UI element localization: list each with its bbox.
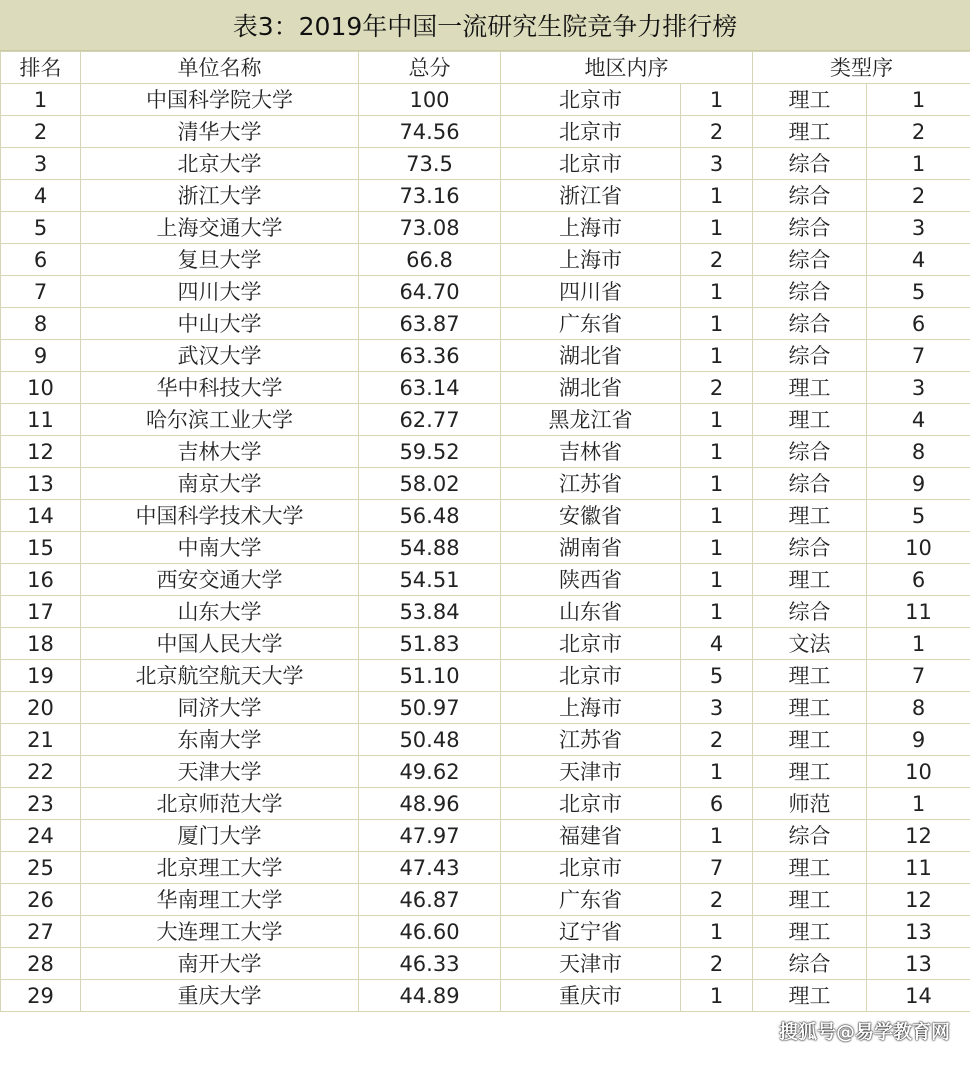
cell-region: 山东省 — [501, 596, 681, 628]
cell-total-score: 51.10 — [359, 660, 501, 692]
cell-total-score: 62.77 — [359, 404, 501, 436]
cell-type: 理工 — [753, 756, 867, 788]
table-row — [1, 244, 970, 276]
cell-total-score: 50.48 — [359, 724, 501, 756]
cell-region: 天津市 — [501, 948, 681, 980]
cell-region: 天津市 — [501, 756, 681, 788]
cell-university-name: 中国科学技术大学 — [81, 500, 359, 532]
cell-type-rank: 9 — [867, 468, 970, 500]
cell-region: 陕西省 — [501, 564, 681, 596]
header-type-rank: 类型序 — [753, 52, 970, 84]
cell-university-name: 西安交通大学 — [81, 564, 359, 596]
cell-university-name: 大连理工大学 — [81, 916, 359, 948]
cell-total-score: 73.16 — [359, 180, 501, 212]
cell-rank: 8 — [1, 308, 81, 340]
cell-type: 理工 — [753, 916, 867, 948]
watermark: 搜狐号@易学教育网 — [778, 1021, 950, 1043]
cell-type-rank: 7 — [867, 660, 970, 692]
cell-type: 综合 — [753, 436, 867, 468]
cell-region-rank: 1 — [681, 340, 753, 372]
cell-university-name: 浙江大学 — [81, 180, 359, 212]
cell-region: 上海市 — [501, 212, 681, 244]
cell-region-rank: 1 — [681, 756, 753, 788]
cell-rank: 19 — [1, 660, 81, 692]
cell-university-name: 厦门大学 — [81, 820, 359, 852]
cell-region-rank: 7 — [681, 852, 753, 884]
table-row — [1, 372, 970, 404]
cell-total-score: 100 — [359, 84, 501, 116]
cell-total-score: 44.89 — [359, 980, 501, 1012]
cell-total-score: 46.87 — [359, 884, 501, 916]
cell-region: 北京市 — [501, 628, 681, 660]
cell-type: 综合 — [753, 532, 867, 564]
cell-type-rank: 6 — [867, 308, 970, 340]
cell-region: 福建省 — [501, 820, 681, 852]
table-row — [1, 692, 970, 724]
cell-type: 综合 — [753, 148, 867, 180]
cell-total-score: 59.52 — [359, 436, 501, 468]
cell-type-rank: 3 — [867, 212, 970, 244]
cell-region-rank: 1 — [681, 916, 753, 948]
cell-total-score: 51.83 — [359, 628, 501, 660]
cell-university-name: 华中科技大学 — [81, 372, 359, 404]
cell-type-rank: 11 — [867, 596, 970, 628]
cell-region-rank: 1 — [681, 980, 753, 1012]
header-score: 总分 — [359, 52, 501, 84]
cell-rank: 18 — [1, 628, 81, 660]
cell-total-score: 63.36 — [359, 340, 501, 372]
cell-type-rank: 1 — [867, 148, 970, 180]
table-row — [1, 468, 970, 500]
cell-type-rank: 10 — [867, 532, 970, 564]
cell-rank: 14 — [1, 500, 81, 532]
table-row — [1, 276, 970, 308]
cell-region: 安徽省 — [501, 500, 681, 532]
cell-rank: 10 — [1, 372, 81, 404]
cell-total-score: 58.02 — [359, 468, 501, 500]
table-row — [1, 116, 970, 148]
cell-total-score: 47.43 — [359, 852, 501, 884]
cell-type: 综合 — [753, 820, 867, 852]
cell-type-rank: 1 — [867, 628, 970, 660]
cell-total-score: 63.87 — [359, 308, 501, 340]
cell-rank: 15 — [1, 532, 81, 564]
cell-type: 理工 — [753, 724, 867, 756]
cell-rank: 13 — [1, 468, 81, 500]
cell-region-rank: 6 — [681, 788, 753, 820]
cell-type-rank: 8 — [867, 436, 970, 468]
table-row — [1, 180, 970, 212]
cell-total-score: 73.5 — [359, 148, 501, 180]
cell-rank: 6 — [1, 244, 81, 276]
cell-region: 湖南省 — [501, 532, 681, 564]
cell-type: 综合 — [753, 948, 867, 980]
cell-type: 综合 — [753, 212, 867, 244]
table-row — [1, 436, 970, 468]
table-row — [1, 148, 970, 180]
table-row — [1, 660, 970, 692]
cell-region: 北京市 — [501, 852, 681, 884]
cell-rank: 25 — [1, 852, 81, 884]
cell-region-rank: 1 — [681, 468, 753, 500]
cell-university-name: 同济大学 — [81, 692, 359, 724]
cell-university-name: 哈尔滨工业大学 — [81, 404, 359, 436]
cell-total-score: 63.14 — [359, 372, 501, 404]
cell-region-rank: 3 — [681, 148, 753, 180]
cell-region-rank: 2 — [681, 372, 753, 404]
cell-total-score: 74.56 — [359, 116, 501, 148]
cell-rank: 21 — [1, 724, 81, 756]
cell-total-score: 48.96 — [359, 788, 501, 820]
cell-rank: 26 — [1, 884, 81, 916]
cell-rank: 1 — [1, 84, 81, 116]
cell-region-rank: 1 — [681, 596, 753, 628]
cell-region-rank: 4 — [681, 628, 753, 660]
cell-total-score: 53.84 — [359, 596, 501, 628]
cell-university-name: 山东大学 — [81, 596, 359, 628]
cell-university-name: 重庆大学 — [81, 980, 359, 1012]
table-row — [1, 84, 970, 116]
cell-type-rank: 14 — [867, 980, 970, 1012]
cell-region-rank: 2 — [681, 948, 753, 980]
table-row — [1, 212, 970, 244]
cell-type-rank: 8 — [867, 692, 970, 724]
cell-type-rank: 12 — [867, 884, 970, 916]
cell-region: 上海市 — [501, 692, 681, 724]
cell-university-name: 复旦大学 — [81, 244, 359, 276]
table-row — [1, 884, 970, 916]
cell-type: 理工 — [753, 980, 867, 1012]
cell-region-rank: 1 — [681, 276, 753, 308]
cell-total-score: 47.97 — [359, 820, 501, 852]
cell-region-rank: 1 — [681, 212, 753, 244]
cell-total-score: 56.48 — [359, 500, 501, 532]
cell-region: 北京市 — [501, 148, 681, 180]
cell-region-rank: 1 — [681, 84, 753, 116]
cell-region-rank: 1 — [681, 404, 753, 436]
cell-rank: 5 — [1, 212, 81, 244]
cell-region-rank: 1 — [681, 820, 753, 852]
cell-region: 黑龙江省 — [501, 404, 681, 436]
cell-type-rank: 5 — [867, 500, 970, 532]
cell-university-name: 南京大学 — [81, 468, 359, 500]
cell-total-score: 49.62 — [359, 756, 501, 788]
cell-type-rank: 6 — [867, 564, 970, 596]
cell-region-rank: 5 — [681, 660, 753, 692]
cell-region: 北京市 — [501, 116, 681, 148]
table-row — [1, 628, 970, 660]
cell-type: 理工 — [753, 660, 867, 692]
cell-university-name: 天津大学 — [81, 756, 359, 788]
cell-region: 北京市 — [501, 788, 681, 820]
table-row — [1, 916, 970, 948]
cell-rank: 12 — [1, 436, 81, 468]
cell-region-rank: 2 — [681, 884, 753, 916]
table-title: 表3：2019年中国一流研究生院竞争力排行榜 — [0, 0, 970, 51]
cell-type-rank: 5 — [867, 276, 970, 308]
cell-type: 理工 — [753, 84, 867, 116]
cell-university-name: 中国人民大学 — [81, 628, 359, 660]
cell-rank: 28 — [1, 948, 81, 980]
cell-rank: 22 — [1, 756, 81, 788]
cell-type-rank: 2 — [867, 180, 970, 212]
table-row — [1, 532, 970, 564]
cell-region: 江苏省 — [501, 468, 681, 500]
cell-university-name: 武汉大学 — [81, 340, 359, 372]
cell-university-name: 四川大学 — [81, 276, 359, 308]
cell-rank: 16 — [1, 564, 81, 596]
table-row — [1, 340, 970, 372]
cell-rank: 2 — [1, 116, 81, 148]
cell-university-name: 北京理工大学 — [81, 852, 359, 884]
table-row — [1, 852, 970, 884]
cell-type: 理工 — [753, 692, 867, 724]
cell-region-rank: 1 — [681, 308, 753, 340]
cell-university-name: 上海交通大学 — [81, 212, 359, 244]
table-row — [1, 820, 970, 852]
cell-type: 综合 — [753, 308, 867, 340]
cell-university-name: 北京师范大学 — [81, 788, 359, 820]
cell-type: 理工 — [753, 500, 867, 532]
cell-rank: 7 — [1, 276, 81, 308]
cell-type-rank: 3 — [867, 372, 970, 404]
cell-type: 综合 — [753, 340, 867, 372]
cell-total-score: 50.97 — [359, 692, 501, 724]
table-row — [1, 756, 970, 788]
cell-rank: 9 — [1, 340, 81, 372]
cell-type: 综合 — [753, 244, 867, 276]
cell-rank: 17 — [1, 596, 81, 628]
cell-region-rank: 1 — [681, 500, 753, 532]
table-row — [1, 948, 970, 980]
cell-region-rank: 2 — [681, 244, 753, 276]
cell-type-rank: 2 — [867, 116, 970, 148]
cell-total-score: 54.51 — [359, 564, 501, 596]
table-row — [1, 980, 970, 1012]
cell-type-rank: 9 — [867, 724, 970, 756]
cell-type: 理工 — [753, 852, 867, 884]
cell-region: 江苏省 — [501, 724, 681, 756]
cell-rank: 3 — [1, 148, 81, 180]
cell-region: 浙江省 — [501, 180, 681, 212]
header-name: 单位名称 — [81, 52, 359, 84]
cell-type: 理工 — [753, 116, 867, 148]
cell-type: 综合 — [753, 596, 867, 628]
cell-type-rank: 13 — [867, 948, 970, 980]
cell-type: 文法 — [753, 628, 867, 660]
cell-region-rank: 3 — [681, 692, 753, 724]
cell-type: 理工 — [753, 372, 867, 404]
cell-type-rank: 11 — [867, 852, 970, 884]
cell-total-score: 73.08 — [359, 212, 501, 244]
cell-rank: 23 — [1, 788, 81, 820]
cell-type: 综合 — [753, 276, 867, 308]
cell-type-rank: 12 — [867, 820, 970, 852]
cell-region-rank: 1 — [681, 436, 753, 468]
cell-region-rank: 2 — [681, 724, 753, 756]
cell-university-name: 清华大学 — [81, 116, 359, 148]
cell-region: 四川省 — [501, 276, 681, 308]
cell-rank: 24 — [1, 820, 81, 852]
cell-rank: 4 — [1, 180, 81, 212]
cell-region-rank: 1 — [681, 180, 753, 212]
table-row — [1, 404, 970, 436]
cell-type: 师范 — [753, 788, 867, 820]
cell-type-rank: 4 — [867, 244, 970, 276]
cell-region: 重庆市 — [501, 980, 681, 1012]
cell-region: 北京市 — [501, 84, 681, 116]
table-row — [1, 596, 970, 628]
cell-type: 综合 — [753, 468, 867, 500]
cell-university-name: 南开大学 — [81, 948, 359, 980]
cell-region-rank: 1 — [681, 532, 753, 564]
cell-type-rank: 1 — [867, 84, 970, 116]
cell-total-score: 64.70 — [359, 276, 501, 308]
cell-region-rank: 1 — [681, 564, 753, 596]
cell-type: 理工 — [753, 404, 867, 436]
cell-region: 广东省 — [501, 884, 681, 916]
cell-university-name: 北京航空航天大学 — [81, 660, 359, 692]
table-row — [1, 724, 970, 756]
cell-total-score: 46.60 — [359, 916, 501, 948]
cell-type-rank: 4 — [867, 404, 970, 436]
cell-region: 湖北省 — [501, 340, 681, 372]
table-row — [1, 788, 970, 820]
table-row — [1, 500, 970, 532]
cell-total-score: 54.88 — [359, 532, 501, 564]
cell-type-rank: 1 — [867, 788, 970, 820]
cell-type-rank: 13 — [867, 916, 970, 948]
cell-region-rank: 2 — [681, 116, 753, 148]
cell-type-rank: 7 — [867, 340, 970, 372]
cell-type: 综合 — [753, 180, 867, 212]
cell-university-name: 中南大学 — [81, 532, 359, 564]
cell-university-name: 中国科学院大学 — [81, 84, 359, 116]
cell-total-score: 66.8 — [359, 244, 501, 276]
cell-university-name: 北京大学 — [81, 148, 359, 180]
cell-region: 广东省 — [501, 308, 681, 340]
cell-rank: 20 — [1, 692, 81, 724]
cell-university-name: 中山大学 — [81, 308, 359, 340]
cell-region: 辽宁省 — [501, 916, 681, 948]
cell-rank: 29 — [1, 980, 81, 1012]
cell-type-rank: 10 — [867, 756, 970, 788]
cell-rank: 11 — [1, 404, 81, 436]
cell-region: 湖北省 — [501, 372, 681, 404]
cell-region: 上海市 — [501, 244, 681, 276]
header-region-rank: 地区内序 — [501, 52, 753, 84]
cell-university-name: 吉林大学 — [81, 436, 359, 468]
cell-university-name: 东南大学 — [81, 724, 359, 756]
cell-type: 理工 — [753, 884, 867, 916]
table-row — [1, 308, 970, 340]
cell-rank: 27 — [1, 916, 81, 948]
header-rank: 排名 — [1, 52, 81, 84]
cell-total-score: 46.33 — [359, 948, 501, 980]
cell-type: 理工 — [753, 564, 867, 596]
header-row — [1, 52, 970, 84]
table-row — [1, 564, 970, 596]
cell-region: 北京市 — [501, 660, 681, 692]
cell-university-name: 华南理工大学 — [81, 884, 359, 916]
ranking-table — [0, 51, 970, 1012]
cell-region: 吉林省 — [501, 436, 681, 468]
